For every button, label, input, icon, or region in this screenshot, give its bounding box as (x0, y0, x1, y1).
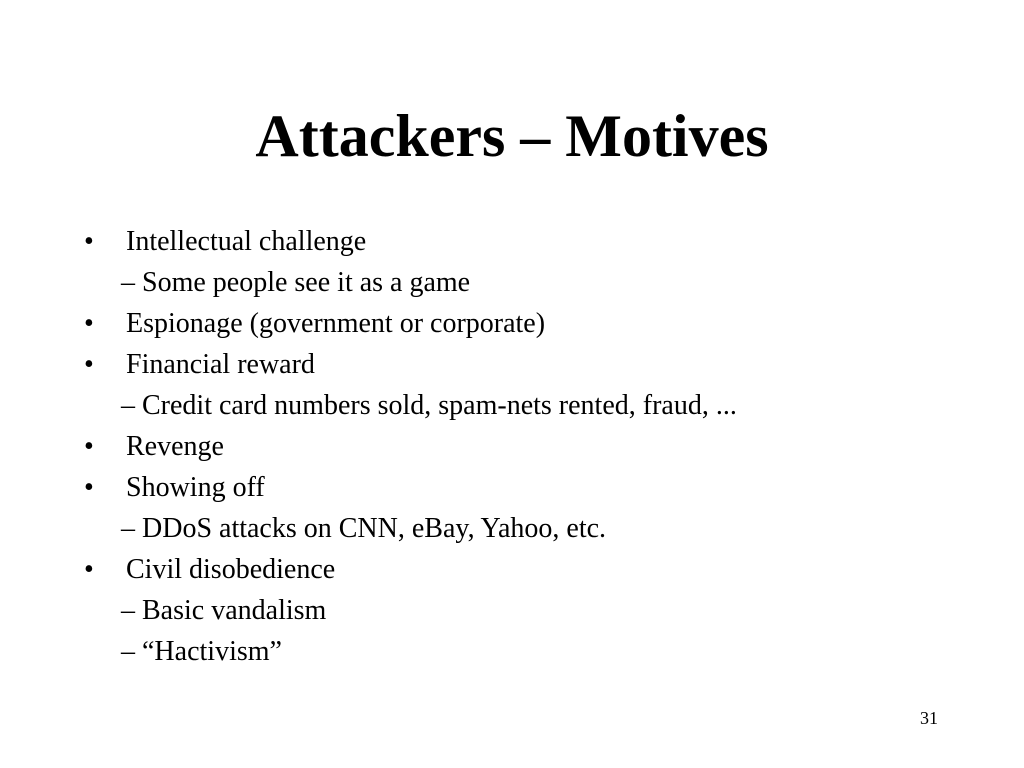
sub-bullet-text: – “Hactivism” (121, 636, 282, 667)
bullet-item-espionage (84, 303, 964, 344)
bullet-icon: • (84, 308, 94, 339)
sub-item-hactivism (84, 631, 964, 672)
bullet-text: Revenge (126, 431, 224, 462)
sub-bullet-text: – Some people see it as a game (121, 267, 471, 298)
sub-bullet-text: – DDoS attacks on CNN, eBay, Yahoo, etc. (121, 513, 607, 544)
bullet-item-financial-reward (84, 344, 964, 385)
bullet-text: Showing off (126, 472, 265, 503)
bullet-icon: • (84, 431, 94, 462)
bullet-item-civil-disobedience (84, 549, 964, 590)
sub-item-game (84, 262, 964, 303)
bullet-item-intellectual-challenge (84, 221, 964, 262)
bullet-icon: • (84, 554, 94, 585)
bullet-icon: • (84, 472, 94, 503)
bullet-icon: • (84, 349, 94, 380)
sub-bullet-text: – Basic vandalism (121, 595, 327, 626)
bullet-text: Espionage (government or corporate) (126, 308, 546, 339)
bullet-text: Civil disobedience (126, 554, 336, 585)
bullet-text: Financial reward (126, 349, 315, 380)
bullet-icon: • (84, 226, 94, 257)
bullet-text: Intellectual challenge (126, 226, 367, 257)
bullet-item-showing-off (84, 467, 964, 508)
sub-item-credit-card (84, 385, 964, 426)
sub-item-vandalism (84, 590, 964, 631)
slide-title: Attackers – Motives (255, 103, 769, 169)
bullet-list (84, 221, 964, 672)
bullet-item-revenge (84, 426, 964, 467)
sub-item-ddos (84, 508, 964, 549)
sub-bullet-text: – Credit card numbers sold, spam-nets rented, fraud, ... (121, 390, 737, 421)
page-number: 31 (920, 708, 938, 728)
